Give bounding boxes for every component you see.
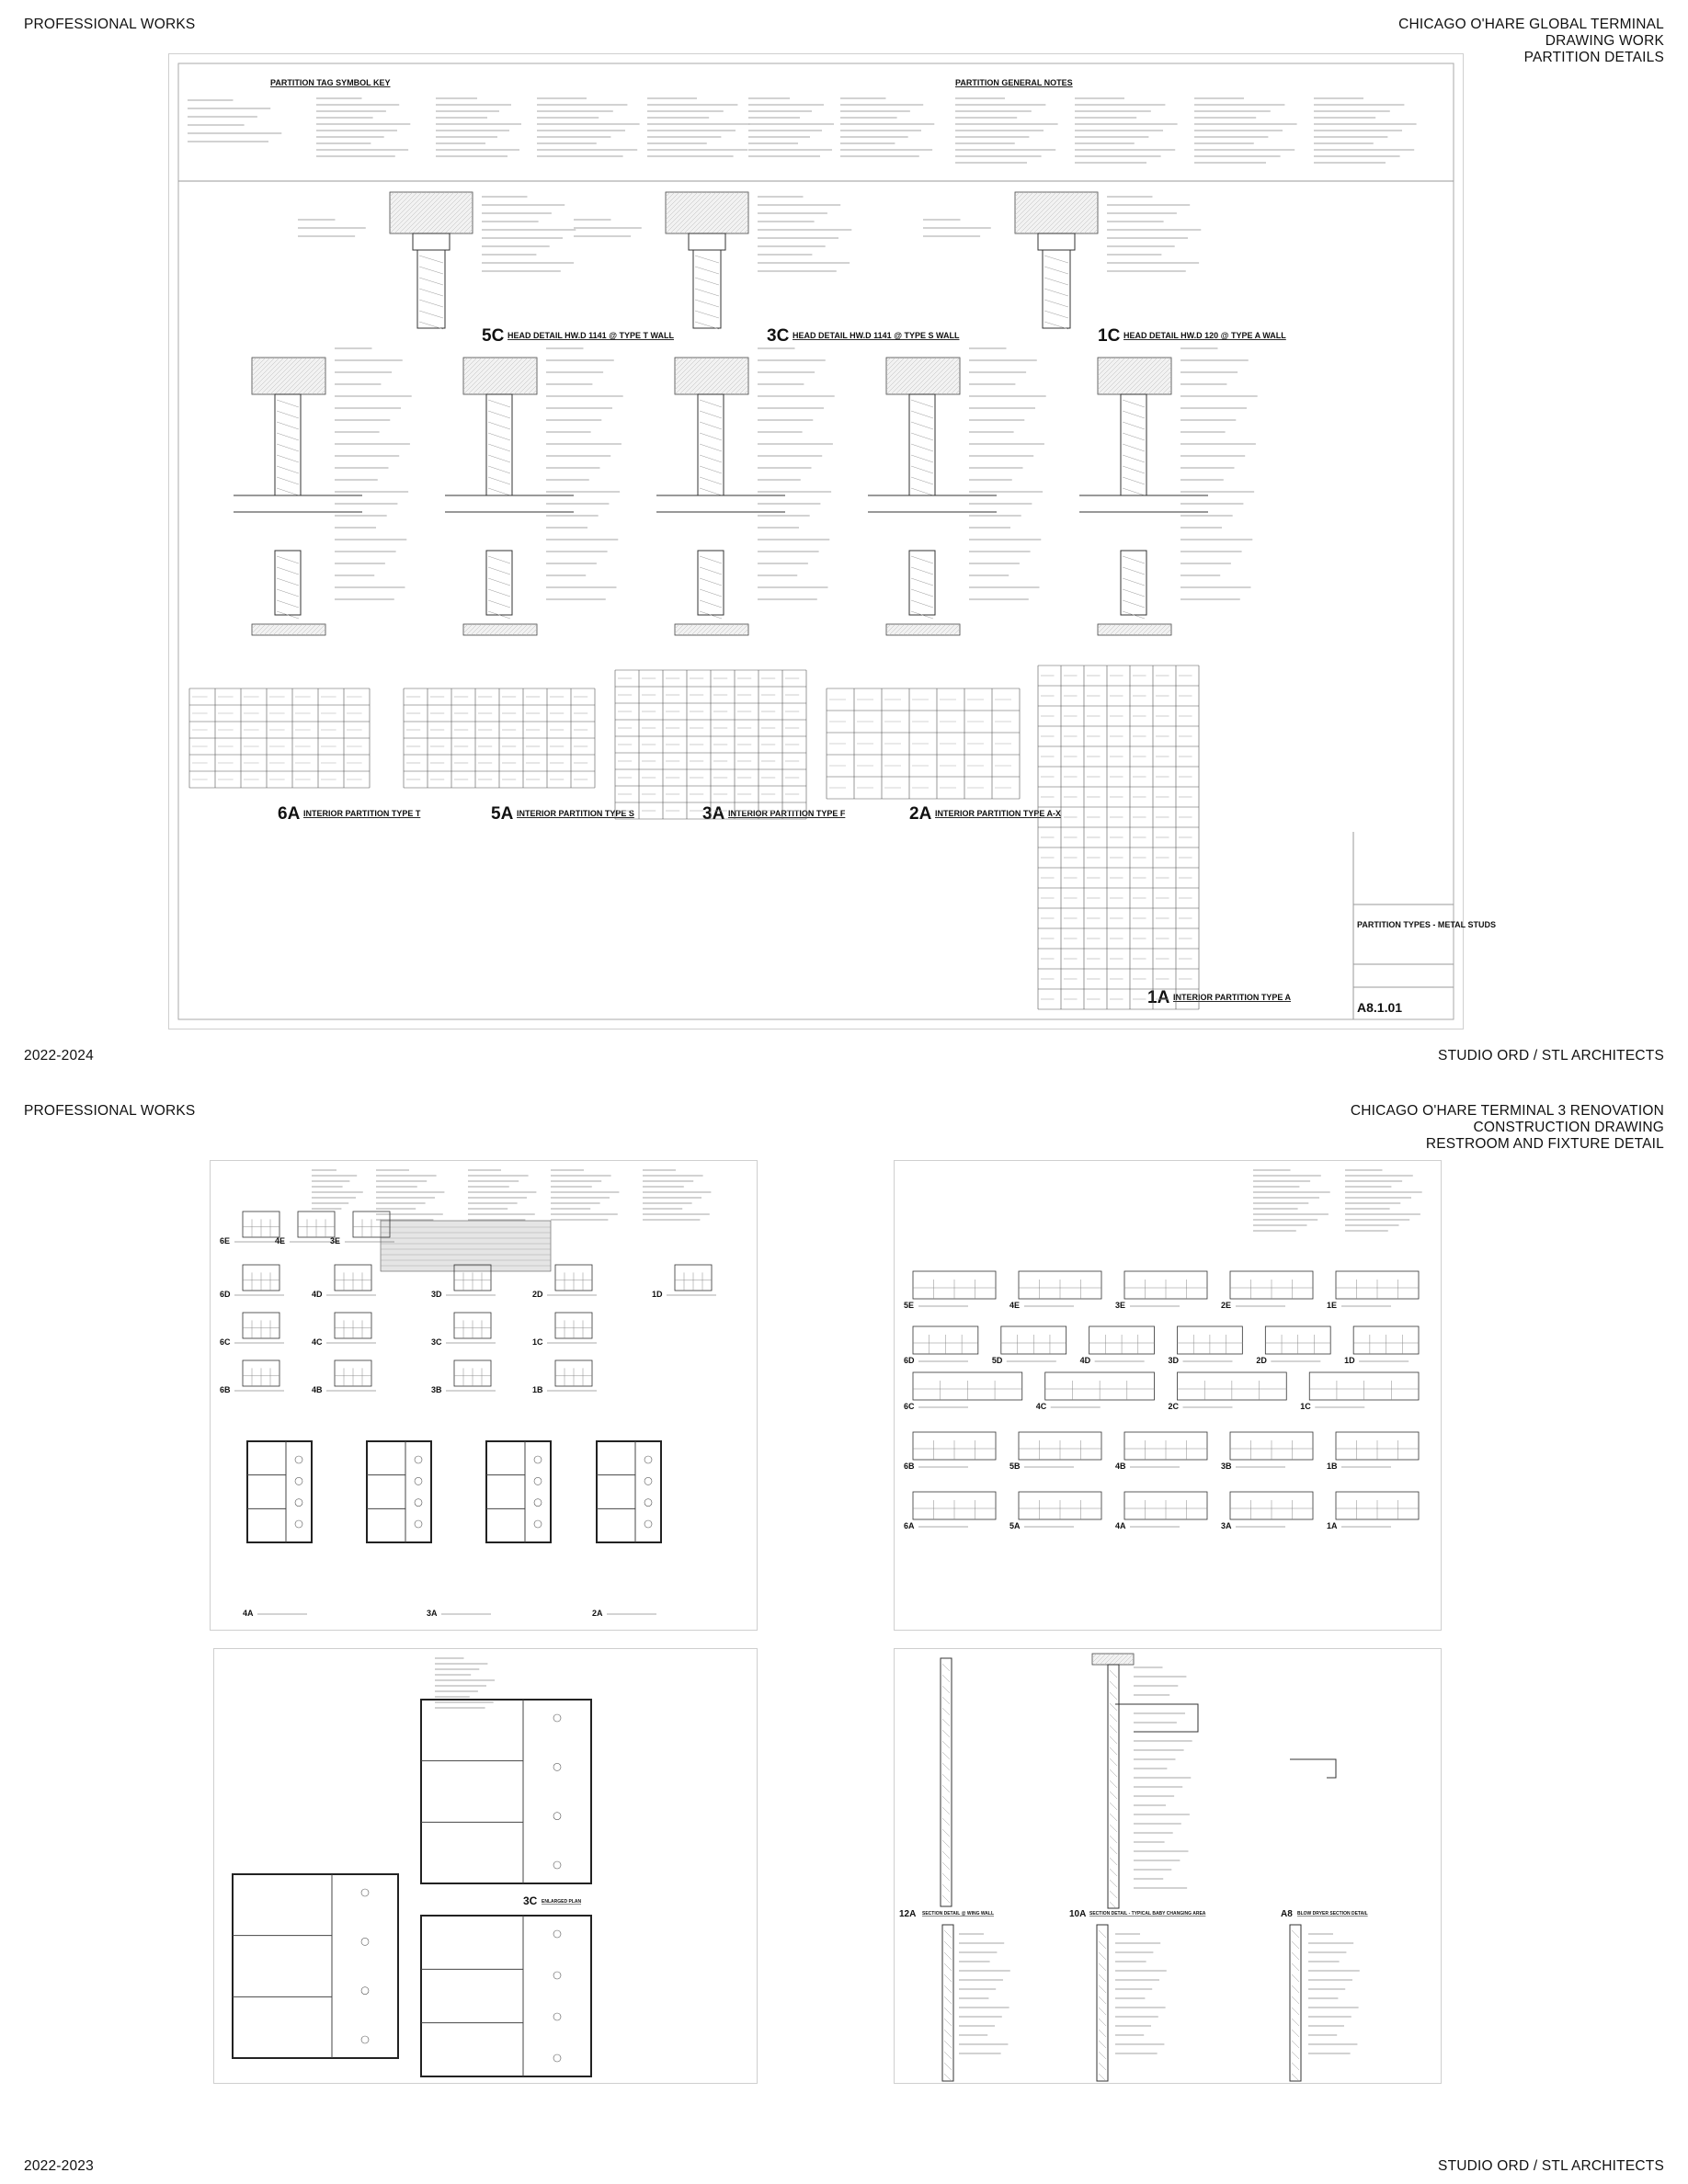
elevation-tag: 6D	[220, 1290, 231, 1299]
plan-tag: 2A	[592, 1609, 603, 1618]
partition-6a	[278, 804, 421, 824]
plan-tag: 3A	[427, 1609, 438, 1618]
section-title: SECTION DETAIL @ WING WALL	[922, 1911, 995, 1917]
project-subtitle-line: PARTITION DETAILS	[1523, 50, 1664, 65]
detail-tag: 6A	[278, 804, 301, 824]
section-title: BLOW DRYER SECTION DETAIL	[1297, 1911, 1368, 1917]
stud-wall-section	[1121, 551, 1146, 615]
elevation-tag: 4E	[1009, 1301, 1021, 1310]
detail-title: HEAD DETAIL HW.D 1141 @ TYPE T WALL	[508, 331, 674, 340]
wall-section	[942, 1925, 953, 2081]
elevation-tag: 4C	[312, 1337, 323, 1347]
elevation-tag: 4C	[1035, 1402, 1047, 1411]
restroom-enlarged-plan	[233, 1874, 398, 2058]
detail-title: HEAD DETAIL HW.D 120 @ TYPE A WALL	[1123, 331, 1286, 340]
section-details-drawing	[895, 1649, 1441, 2083]
stud-wall-section	[275, 394, 301, 495]
stud-wall-section	[275, 551, 301, 615]
fixture-elevations-sheet	[894, 1160, 1442, 1631]
stud-wall-section	[693, 250, 721, 328]
elevation-tag: 4D	[1079, 1356, 1091, 1365]
elevation-tag: 2C	[1168, 1402, 1180, 1411]
elevation-tag: 6E	[220, 1236, 231, 1246]
detail-tag: 3A	[702, 804, 725, 824]
elevation-tag: 1D	[1344, 1356, 1355, 1365]
wall-section	[1290, 1925, 1301, 2081]
elevation-tag: 5E	[904, 1301, 915, 1310]
enlarged-plan-sheet	[213, 1648, 758, 2084]
elevation-tag: 1C	[1300, 1402, 1311, 1411]
detail-tag: 5A	[491, 804, 514, 824]
partition-5a	[491, 804, 634, 824]
wing-wall-section	[941, 1658, 952, 1906]
elevation-tag: 3B	[431, 1385, 442, 1394]
partition-schedule-table	[189, 688, 370, 788]
elevation-tag: 6C	[904, 1402, 915, 1411]
sheet-number: A8.1.01	[1357, 1000, 1403, 1015]
detail-title: INTERIOR PARTITION TYPE A	[1173, 993, 1292, 1002]
restroom-elevations-sheet	[210, 1160, 758, 1631]
section-title: SECTION DETAIL - TYPICAL BABY CHANGING AREA	[1089, 1911, 1206, 1917]
wall-section	[1097, 1925, 1108, 2081]
elevation-tag: 3C	[431, 1337, 442, 1347]
partition-schedule-table	[1038, 665, 1199, 1009]
elevation-tag: 4B	[1115, 1462, 1126, 1471]
section-label-left: PROFESSIONAL WORKS	[24, 1103, 196, 1119]
restroom-plan	[247, 1441, 312, 1542]
section-tag: 10A	[1069, 1909, 1087, 1919]
elevation-tag: 2D	[1256, 1356, 1267, 1365]
partition-schedule-table	[827, 688, 1020, 799]
plan-tag: 3C	[523, 1894, 538, 1907]
detail-tag: 2A	[909, 804, 932, 824]
restroom-plan	[486, 1441, 551, 1542]
elevation-tag: 1B	[1327, 1462, 1338, 1471]
deflection-track	[1038, 233, 1075, 250]
elevation-tag: 2E	[1221, 1301, 1232, 1310]
detail-tag: 5C	[482, 326, 505, 346]
blow-dryer-profile	[1290, 1759, 1336, 1778]
partition-3a	[702, 804, 846, 824]
elevation-tag: 1C	[532, 1337, 543, 1347]
stud-wall-section	[1121, 394, 1146, 495]
elevation-tag: 6A	[904, 1521, 915, 1530]
date-range-label: 2022-2024	[24, 1048, 94, 1064]
elevation-tag: 6B	[220, 1385, 231, 1394]
project-title-line: CHICAGO O'HARE TERMINAL 3 RENOVATION	[1350, 1103, 1664, 1119]
project-subtitle-line: DRAWING WORK	[1545, 33, 1664, 49]
wall-section	[1108, 1665, 1119, 1908]
fixture-schedule-table	[381, 1221, 551, 1271]
studio-label: STUDIO ORD / STL ARCHITECTS	[1438, 1048, 1664, 1064]
elevation-tag: 6B	[904, 1462, 915, 1471]
elevation-tag: 4E	[275, 1236, 286, 1246]
head-detail-1c	[1098, 326, 1286, 346]
elevation-tag: 3B	[1221, 1462, 1232, 1471]
detail-title: INTERIOR PARTITION TYPE S	[517, 809, 634, 818]
title-block-name: PARTITION TYPES - METAL STUDS	[1357, 920, 1497, 929]
studio-label: STUDIO ORD / STL ARCHITECTS	[1438, 2158, 1664, 2174]
elevation-tag: 3D	[1168, 1356, 1180, 1365]
project-title-line: CHICAGO O'HARE GLOBAL TERMINAL	[1398, 17, 1664, 32]
partition-details-drawing	[169, 54, 1497, 1029]
stud-wall-section	[1043, 250, 1070, 328]
key-title: PARTITION TAG SYMBOL KEY	[270, 78, 391, 87]
elevation-tag: 4D	[312, 1290, 323, 1299]
restroom-plan	[367, 1441, 431, 1542]
elevation-tag: 6C	[220, 1337, 231, 1347]
section-label-left: PROFESSIONAL WORKS	[24, 17, 196, 32]
elevation-tag: 6D	[904, 1356, 915, 1365]
elevation-tag: 5B	[1009, 1462, 1021, 1471]
elevation-tag: 1D	[652, 1290, 663, 1299]
detail-title: INTERIOR PARTITION TYPE F	[728, 809, 846, 818]
stud-wall-section	[486, 551, 512, 615]
plan-tag: 4A	[243, 1609, 254, 1618]
stud-wall-section	[486, 394, 512, 495]
detail-title: INTERIOR PARTITION TYPE A-X	[935, 809, 1062, 818]
elevation-tag: 2D	[532, 1290, 543, 1299]
elevation-tag: 3E	[330, 1236, 341, 1246]
detail-tag: 1A	[1147, 988, 1170, 1007]
detail-title: HEAD DETAIL HW.D 1141 @ TYPE S WALL	[793, 331, 960, 340]
stud-wall-section	[909, 394, 935, 495]
project-title-block	[1149, 1103, 1664, 1153]
elevation-tag: 4B	[312, 1385, 323, 1394]
deflection-track	[413, 233, 450, 250]
partition-details-sheet	[168, 53, 1497, 1029]
enlarged-plan-drawing	[214, 1649, 757, 2083]
elevation-tag: 1A	[1327, 1521, 1338, 1530]
baby-changing-station	[1115, 1704, 1198, 1732]
restroom-plan	[597, 1441, 661, 1542]
project-subtitle-line: CONSTRUCTION DRAWING	[1473, 1120, 1664, 1135]
date-range-label: 2022-2023	[24, 2158, 94, 2174]
section-tag: A8	[1281, 1909, 1293, 1919]
elevation-tag: 3D	[431, 1290, 442, 1299]
restroom-elevations-drawing	[211, 1161, 757, 1630]
project-subtitle-line: RESTROOM AND FIXTURE DETAIL	[1425, 1136, 1664, 1152]
partition-schedule-table	[615, 670, 806, 819]
stud-wall-section	[698, 394, 724, 495]
section-details-sheet	[894, 1648, 1442, 2084]
notes-title: PARTITION GENERAL NOTES	[955, 78, 1073, 87]
elevation-tag: 1B	[532, 1385, 543, 1394]
section-tag: 12A	[899, 1909, 917, 1919]
elevation-tag: 4A	[1115, 1521, 1126, 1530]
head-detail-3c	[767, 326, 960, 346]
partition-schedule-table	[404, 688, 595, 788]
stud-wall-section	[909, 551, 935, 615]
deflection-track	[689, 233, 725, 250]
restroom-enlarged-plan	[421, 1700, 591, 1883]
detail-tag: 3C	[767, 326, 790, 346]
detail-tag: 1C	[1098, 326, 1121, 346]
fixture-elevations-drawing	[895, 1161, 1441, 1630]
stud-wall-section	[698, 551, 724, 615]
elevation-tag: 5D	[991, 1356, 1003, 1365]
elevation-tag: 5A	[1009, 1521, 1021, 1530]
stud-wall-section	[417, 250, 445, 328]
elevation-tag: 1E	[1327, 1301, 1338, 1310]
detail-title: INTERIOR PARTITION TYPE T	[303, 809, 421, 818]
elevation-tag: 3A	[1221, 1521, 1232, 1530]
elevation-tag: 3E	[1115, 1301, 1126, 1310]
plan-title: ENLARGED PLAN	[542, 1899, 582, 1905]
partition-1a	[1147, 988, 1292, 1007]
restroom-enlarged-plan	[421, 1916, 591, 2076]
head-detail-5c	[482, 326, 674, 346]
